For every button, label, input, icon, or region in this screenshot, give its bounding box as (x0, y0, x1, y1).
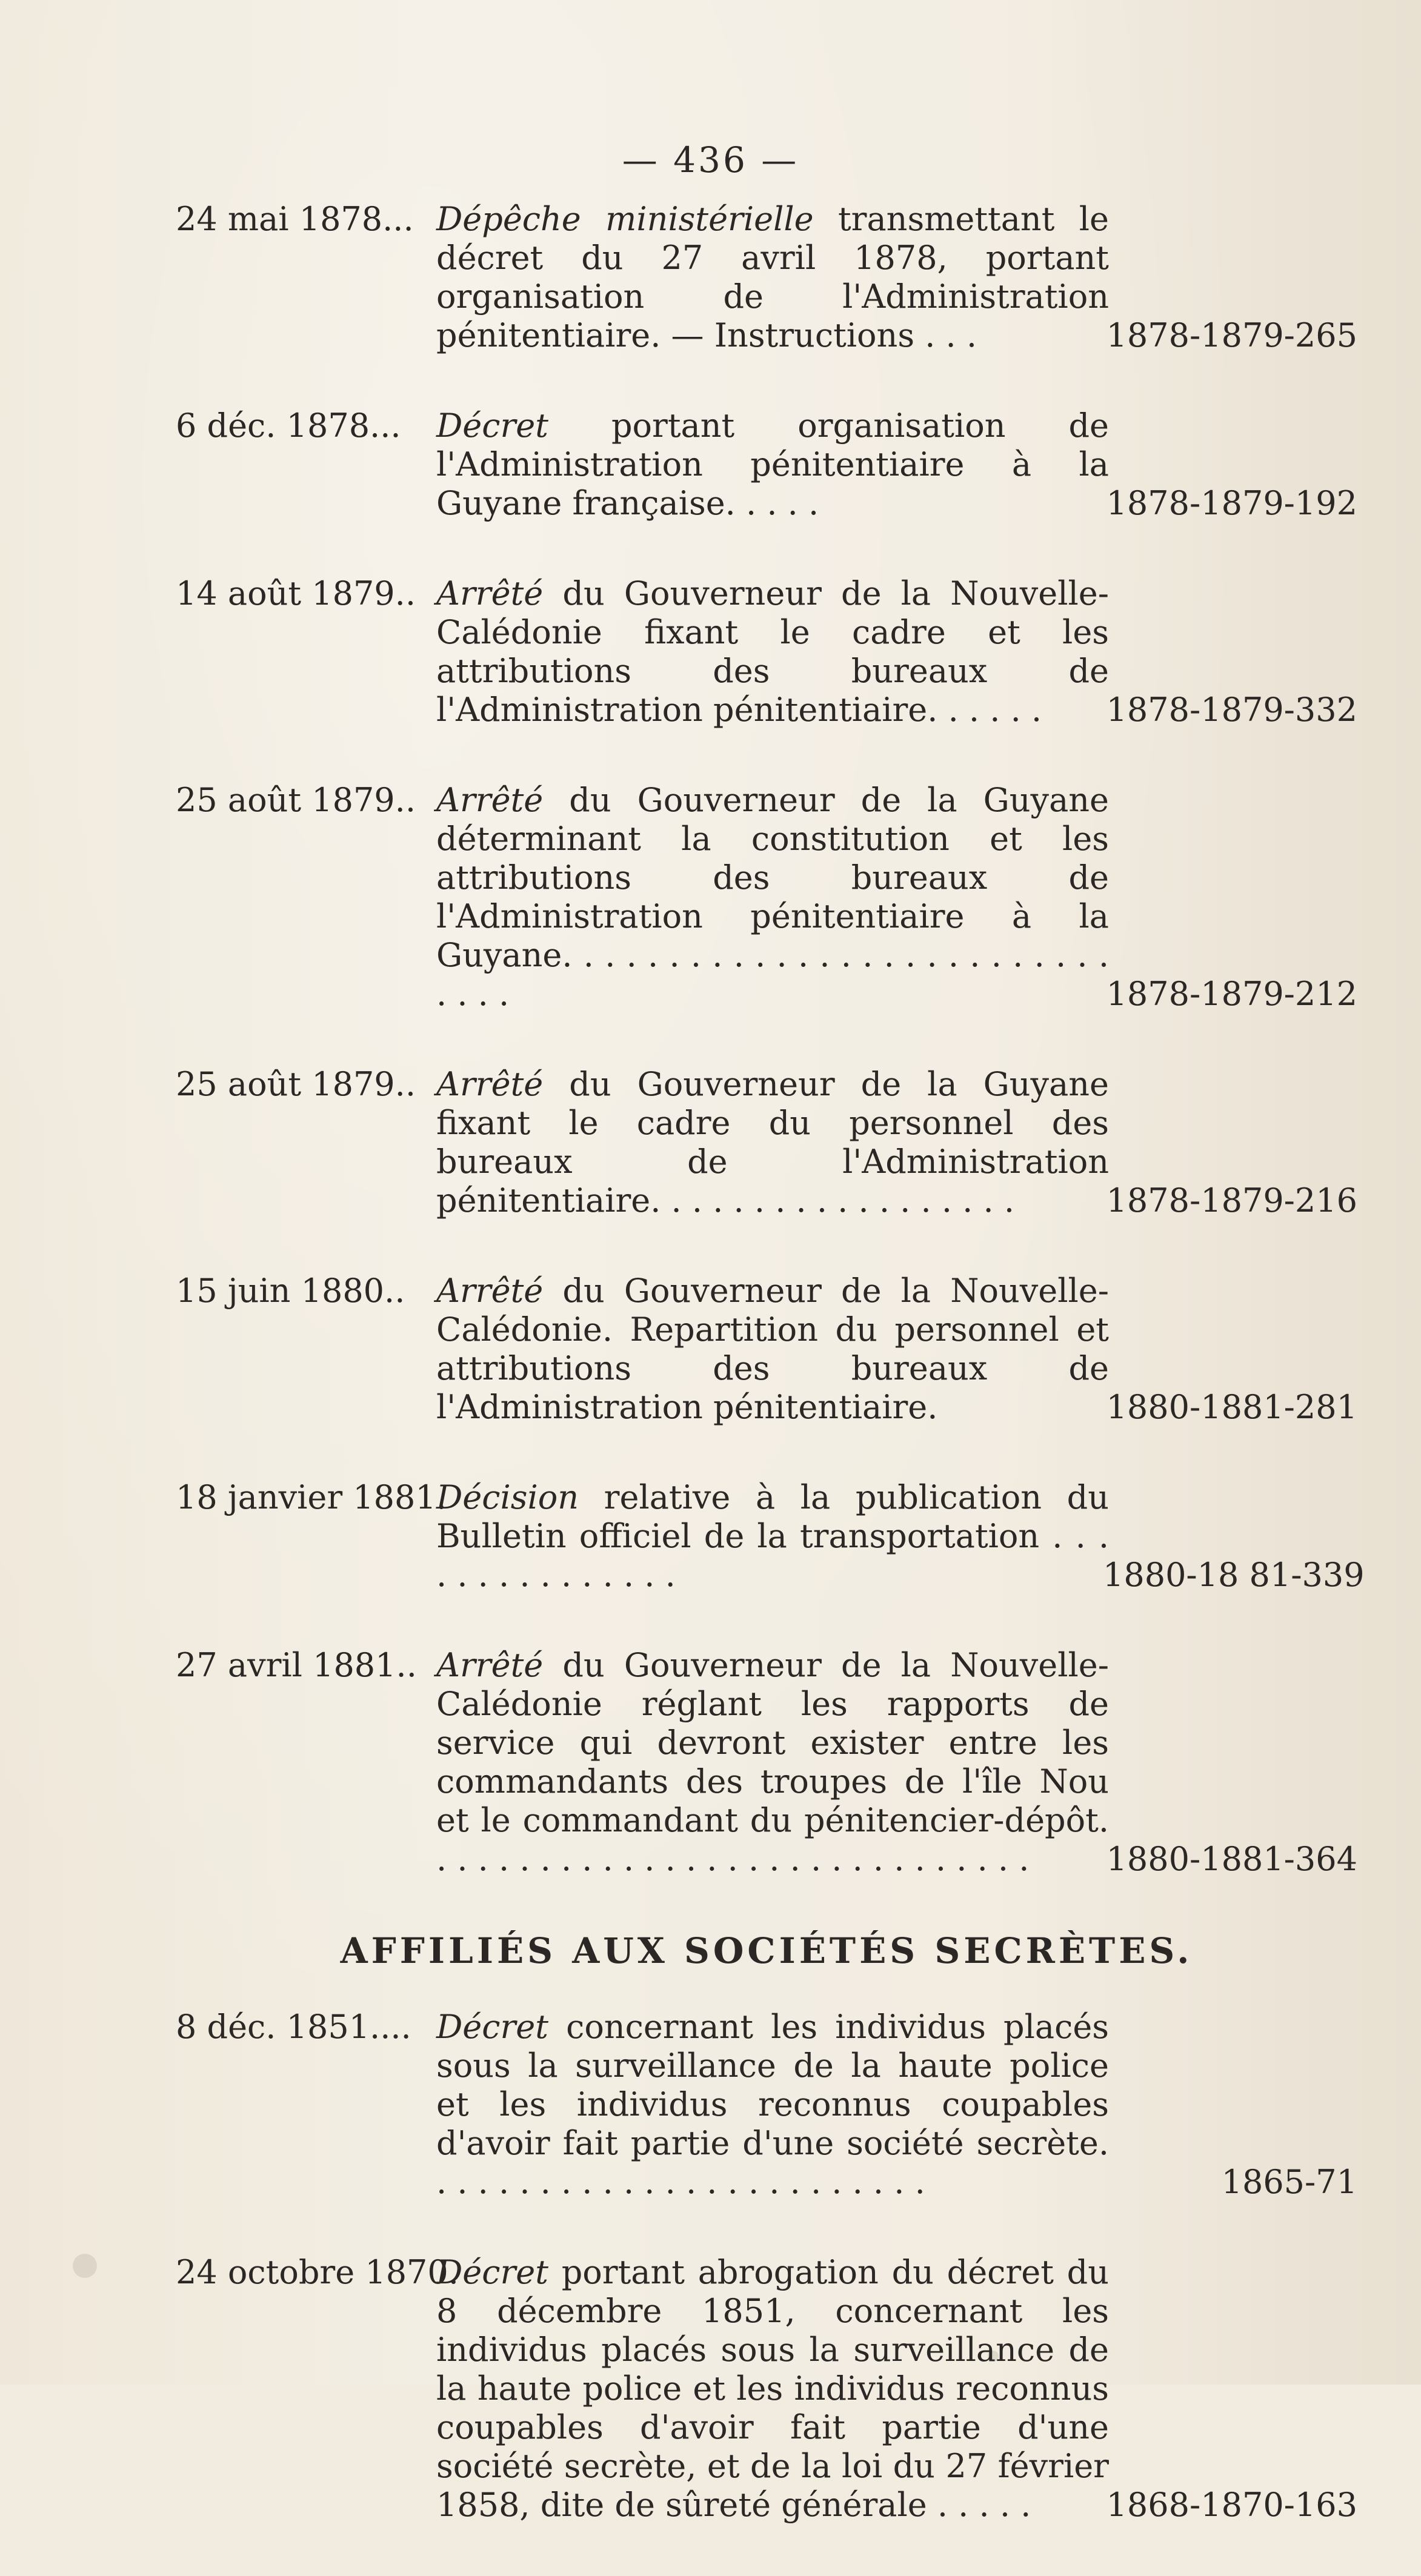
list-item (176, 574, 1357, 729)
page-number: — 436 — (622, 139, 799, 181)
entry-keyword: Décret (436, 407, 548, 445)
entry-text (436, 1272, 1109, 1427)
list-item (176, 2008, 1357, 2202)
list-item (176, 2253, 1357, 2525)
entry-text (436, 1478, 1109, 1595)
entry-date: 15 juin 1880.. (176, 1272, 405, 1310)
entry-text (436, 574, 1109, 729)
entry-body: transmettant le décret du 27 avril 1878, portant organisation de l'Administration pénitentiaire. — Instructions . . . (436, 200, 1109, 354)
entry-reference: 1878-1879-265 (1106, 316, 1357, 354)
entry-date: 6 déc. 1878... (176, 407, 401, 445)
entry-keyword: Décret (436, 2008, 548, 2046)
entry-text (436, 2008, 1109, 2202)
entry-date: 25 août 1879.. (176, 781, 416, 819)
list-item (176, 781, 1357, 1014)
entry-body: du Gouverneur de la Nouvelle-Calédonie réglant les rapports de service qui devront exister entre les commandants des troupes de l'île Nou et le commandant du pénitencier-dépôt. . . . . . . . . . . . . . . . . . . . . . . . . . . . . . (436, 1646, 1109, 1878)
list-item (176, 1646, 1357, 1879)
entry-reference: 1880-1881-281 (1106, 1388, 1357, 1426)
entry-keyword: Décision (436, 1478, 579, 1516)
entry-reference: 1865-71 (1221, 2163, 1357, 2201)
entry-body: du Gouverneur de la Guyane fixant le cadre du personnel des bureaux de l'Administration pénitentiaire. . . . . . . . . . . . . . . . . . (436, 1065, 1109, 1220)
entry-body: du Gouverneur de la Nouvelle-Calédonie. Repartition du personnel et attributions des bureaux de l'Administration pénitentiaire. (436, 1272, 1109, 1426)
entry-date: 27 avril 1881.. (176, 1646, 417, 1684)
entry-date: 14 août 1879.. (176, 574, 416, 612)
entry-body: portant abrogation du décret du 8 décembre 1851, concernant les individus placés sous la surveillance de la haute police et les individus reconnus coupables d'avoir fait partie d'une société secrète, et de la loi du 27 février 1858, dite de sûreté générale . . . . . (436, 2253, 1109, 2524)
entry-text (436, 200, 1109, 355)
entry-keyword: Arrêté (436, 781, 544, 819)
entry-body: du Gouverneur de la Guyane déterminant la constitution et les attributions des bureaux de l'Administration pénitentiaire à la Guyane. . . . . . . . . . . . . . . . . . . . . . . . . . . . . . (436, 781, 1109, 1013)
entry-keyword: Décret (436, 2253, 548, 2291)
entry-text (436, 781, 1109, 1014)
entry-keyword: Arrêté (436, 1646, 544, 1684)
entry-text (436, 407, 1109, 523)
list-item (176, 1478, 1365, 1595)
list-item (176, 1065, 1357, 1220)
entry-date: 24 octobre 1870. (176, 2253, 459, 2291)
entry-keyword: Arrêté (436, 1065, 544, 1103)
entry-reference: 1878-1879-332 (1106, 691, 1357, 729)
entry-reference: 1878-1879-212 (1106, 975, 1357, 1013)
entry-reference: 1878-1879-216 (1106, 1181, 1357, 1220)
entry-date: 18 janvier 1881. (176, 1478, 447, 1516)
paper-stain (73, 2254, 97, 2278)
entry-text (436, 1065, 1109, 1220)
entry-text (436, 1646, 1109, 1879)
list-item (176, 200, 1357, 355)
entry-date: 8 déc. 1851.... (176, 2008, 411, 2046)
entry-reference: 1880-1881-364 (1106, 1840, 1357, 1878)
entry-reference: 1880-18 81-339 (1103, 1556, 1365, 1594)
section-heading: AFFILIÉS AUX SOCIÉTÉS SECRÈTES. (340, 1930, 1193, 1971)
entry-body: concernant les individus placés sous la surveillance de la haute police et les individus reconnus coupables d'avoir fait partie d'une société secrète. . . . . . . . . . . . . . . . . . . . . . . . . (436, 2008, 1109, 2201)
entry-keyword: Arrêté (436, 1272, 544, 1310)
entry-keyword: Arrêté (436, 574, 544, 612)
page-content (176, 200, 1365, 2576)
list-item (176, 1272, 1357, 1427)
entry-body: du Gouverneur de la Nouvelle-Calédonie fixant le cadre et les attributions des bureaux de l'Administration pénitentiaire. . . . . . (436, 574, 1109, 729)
entry-body: portant organisation de l'Administration pénitentiaire à la Guyane française. . . . . (436, 407, 1109, 522)
entry-keyword: Dépêche ministérielle (436, 200, 814, 238)
entry-body: relative à la publication du Bulletin officiel de la transportation . . . . . . . . . . . . . . . (436, 1478, 1109, 1594)
entry-reference: 1878-1879-192 (1106, 484, 1357, 522)
entry-reference: 1868-1870-163 (1106, 2486, 1357, 2524)
list-item (176, 407, 1357, 523)
entry-text (436, 2253, 1109, 2525)
entry-date: 24 mai 1878... (176, 200, 414, 238)
entry-date: 25 août 1879.. (176, 1065, 416, 1103)
